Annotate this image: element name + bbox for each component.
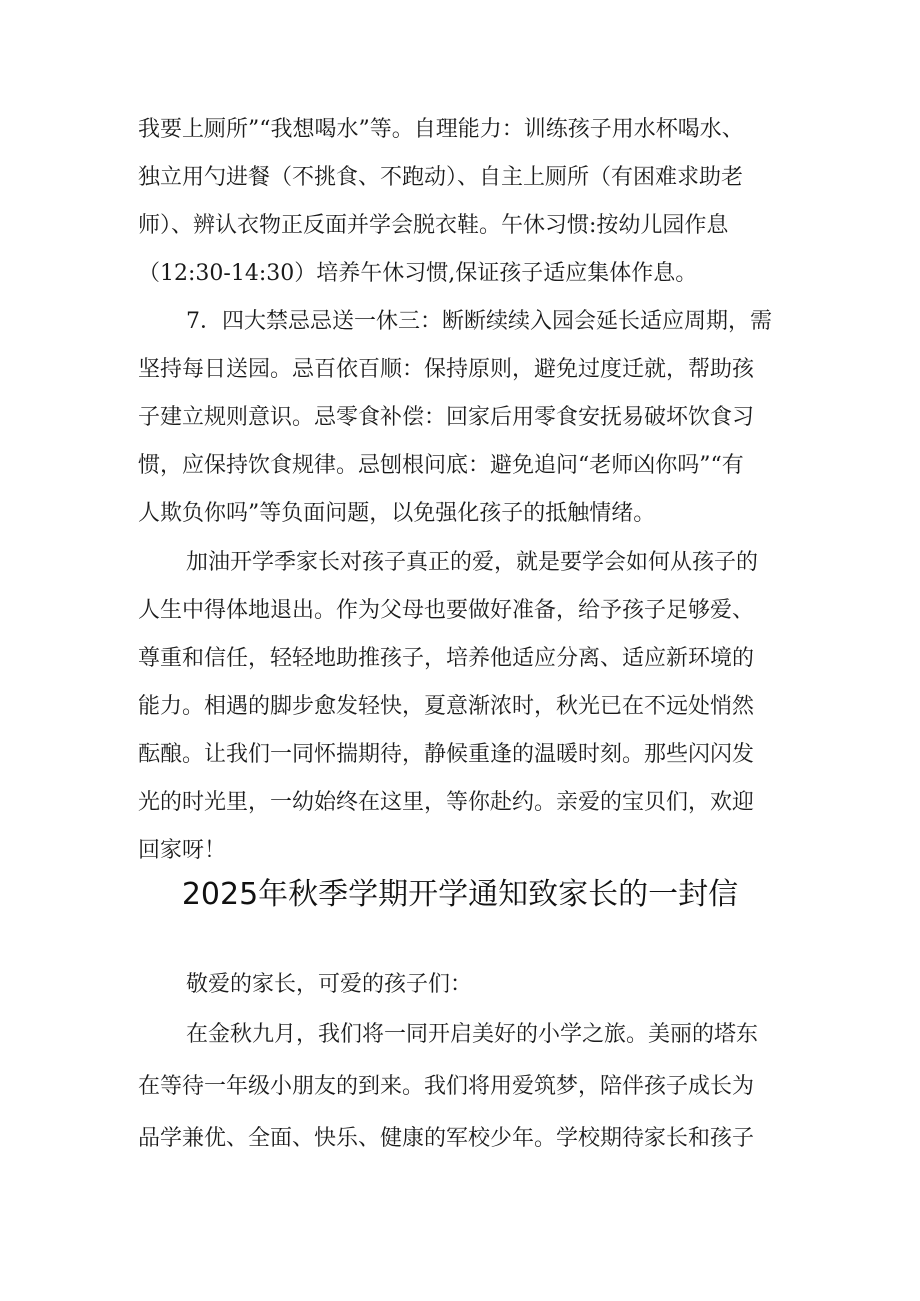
section1-line-4: （12:30-14:30）培养午休习惯,保证孩子适应集体作息。: [138, 261, 698, 286]
section2-line-4: 惯，应保持饮食规律。忌刨根问底：避免追问“老师凶你吗”“有: [138, 453, 744, 478]
letter-line-3: 品学兼优、全面、快乐、健康的军校少年。学校期待家长和孩子: [138, 1126, 755, 1151]
section2-line-1: 7．四大禁忌忌送一休三：断断续续入园会延长适应周期，需: [186, 309, 772, 334]
section2-line-3: 子建立规则意识。忌零食补偿：回家后用零食安抚易破坏饮食习: [138, 405, 755, 430]
letter-line-2: 在等待一年级小朋友的到来。我们将用爱筑梦，陪伴孩子成长为: [138, 1074, 755, 1099]
section3-line-4: 能力。相遇的脚步愈发轻快，夏意渐浓时，秋光已在不远处悄然: [138, 694, 755, 719]
letter-line-1: 在金秋九月，我们将一同开启美好的小学之旅。美丽的塔东: [186, 1022, 759, 1047]
section1-line-1: 我要上厕所”“我想喝水”等。自理能力：训练孩子用水杯喝水、: [138, 117, 744, 142]
section3-line-7: 回家呀！: [138, 838, 227, 863]
section3-line-6: 光的时光里，一幼始终在这里，等你赴约。亲爱的宝贝们，欢迎: [138, 790, 755, 815]
letter-greeting: 敬爱的家长，可爱的孩子们：: [186, 972, 473, 997]
section2-line-2: 坚持每日送园。忌百依百顺：保持原则，避免过度迁就，帮助孩: [138, 357, 755, 382]
section3-line-2: 人生中得体地退出。作为父母也要做好准备，给予孩子足够爱、: [138, 598, 755, 623]
letter-title: 2025年秋季学期开学通知致家长的一封信: [181, 877, 739, 912]
section3-line-5: 酝酿。让我们一同怀揣期待，静候重逢的温暖时刻。那些闪闪发: [138, 742, 755, 767]
section1-line-3: 师）、辨认衣物正反面并学会脱衣鞋。午休习惯:按幼儿园作息: [138, 213, 729, 238]
section3-line-3: 尊重和信任，轻轻地助推孩子，培养他适应分离、适应新环境的: [138, 646, 755, 671]
section3-line-1: 加油开学季家长对孩子真正的爱，就是要学会如何从孩子的: [186, 550, 759, 575]
section1-line-2: 独立用勺进餐（不挑食、不跑动）、自主上厕所（有困难求助老: [138, 165, 744, 190]
section2-line-5: 人欺负你吗”等负面问题，以免强化孩子的抵触情绪。: [138, 501, 656, 526]
